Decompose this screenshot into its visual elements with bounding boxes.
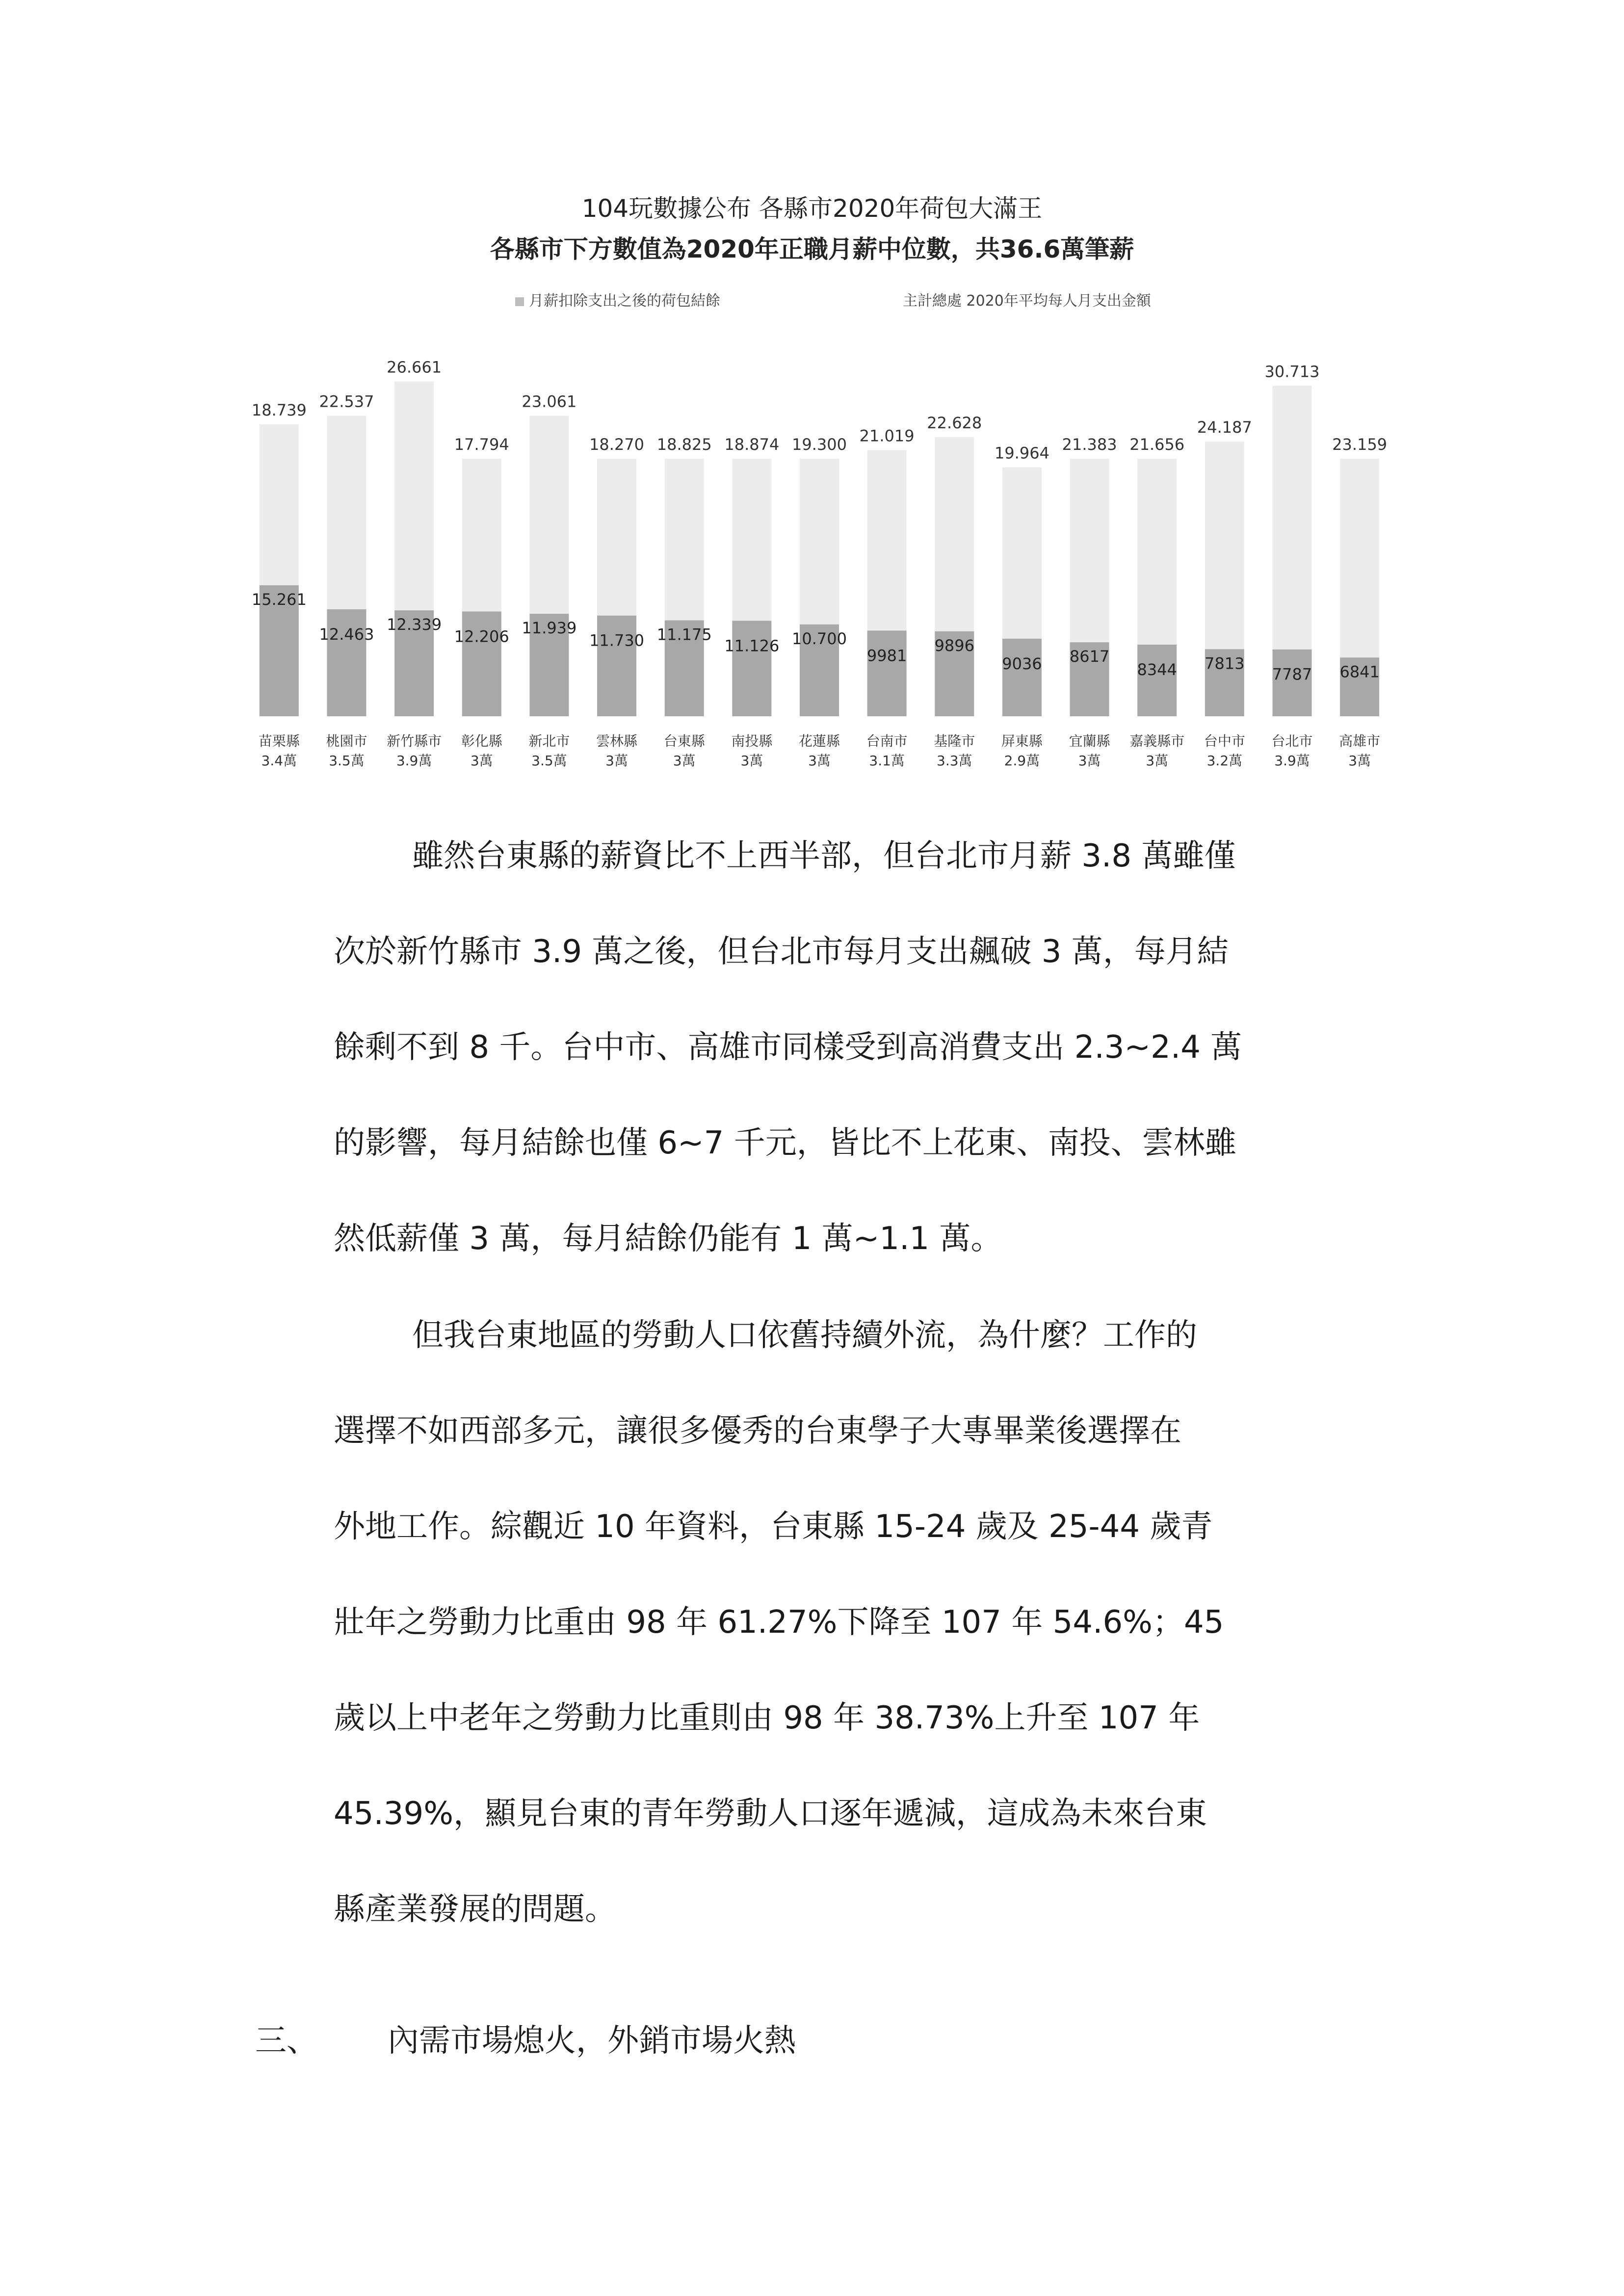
value-label-surplus: 12.206 <box>454 627 509 646</box>
salary-label: 3萬 <box>1146 753 1169 769</box>
value-label-surplus: 11.939 <box>522 619 577 638</box>
value-label-expense: 21.383 <box>1062 435 1117 454</box>
value-label-expense: 18.874 <box>724 435 780 454</box>
salary-label: 3萬 <box>1078 753 1101 769</box>
category-label: 雲林縣 <box>596 733 638 749</box>
value-label-surplus: 8617 <box>1069 647 1110 666</box>
value-label-expense: 22.628 <box>927 413 982 432</box>
legend-expense-label: 主計總處 2020年平均每人月支出金額 <box>903 292 1151 310</box>
bar-surplus <box>1002 639 1042 716</box>
value-label-expense: 19.300 <box>792 435 847 454</box>
value-label-expense: 21.019 <box>859 426 915 445</box>
category-label: 新竹縣市 <box>387 733 442 749</box>
paragraph-2-line: 外地工作。綜觀近 10 年資料，台東縣 15-24 歲及 25-44 歲青 <box>334 1509 1213 1545</box>
salary-label: 3萬 <box>808 753 831 769</box>
paragraph-2 <box>334 1288 1393 1957</box>
value-label-expense: 18.739 <box>251 401 307 419</box>
value-label-surplus: 12.463 <box>319 625 374 644</box>
value-label-expense: 17.794 <box>454 435 509 454</box>
value-label-surplus: 11.126 <box>724 636 780 655</box>
salary-label: 3.9萬 <box>396 753 432 769</box>
bar-expense <box>1205 442 1244 649</box>
salary-label: 3萬 <box>470 753 493 769</box>
salary-label: 3.3萬 <box>937 753 972 769</box>
value-label-expense: 18.825 <box>656 435 712 454</box>
bar-expense <box>462 459 501 611</box>
category-label: 高雄市 <box>1339 733 1381 749</box>
paragraph-2-line: 45.39%，顯見台東的青年勞動人口逐年遞減，這成為未來台東 <box>334 1796 1207 1832</box>
legend-expense <box>903 288 1151 310</box>
bar-surplus <box>732 621 771 716</box>
section-number: 三、 <box>255 2023 318 2059</box>
category-label: 屏東縣 <box>1001 733 1043 749</box>
value-label-surplus: 10.700 <box>792 629 847 648</box>
salary-label: 3.5萬 <box>329 753 365 769</box>
bar-expense <box>394 382 434 611</box>
salary-label: 3萬 <box>605 753 628 769</box>
bar-expense <box>1002 468 1042 639</box>
paragraph-1-line: 餘剩不到 8 千。台中市、高雄市同樣受到高消費支出 2.3~2.4 萬 <box>334 1029 1242 1066</box>
paragraph-2-line: 但我台東地區的勞動人口依舊持續外流，為什麼？工作的 <box>412 1317 1197 1354</box>
bar-expense <box>800 459 839 625</box>
category-label: 宜蘭縣 <box>1069 733 1110 749</box>
bar-expense <box>867 450 907 631</box>
salary-label: 3.5萬 <box>531 753 567 769</box>
bar-expense <box>327 416 366 609</box>
paragraph-1 <box>334 809 1393 1287</box>
value-label-surplus: 12.339 <box>387 615 442 634</box>
value-label-expense: 21.656 <box>1129 435 1185 454</box>
bar-expense <box>529 416 569 614</box>
category-label: 台中市 <box>1204 733 1245 749</box>
chart-subtitle: 各縣市下方數值為2020年正職月薪中位數，共36.6萬筆薪 <box>490 235 1134 263</box>
category-label: 台東縣 <box>663 733 705 749</box>
value-label-expense: 18.270 <box>589 435 645 454</box>
paragraph-2-line: 縣產業發展的問題。 <box>334 1891 616 1928</box>
value-label-surplus: 9036 <box>1002 654 1042 673</box>
value-label-expense: 26.661 <box>387 358 442 377</box>
category-label: 新北市 <box>528 733 570 749</box>
value-label-surplus: 7787 <box>1272 665 1312 684</box>
bar-expense <box>1340 459 1379 657</box>
salary-label: 3.4萬 <box>261 753 297 769</box>
value-label-surplus: 9981 <box>866 646 907 665</box>
section-title: 內需市場熄火，外銷市場火熱 <box>388 2023 796 2059</box>
value-label-surplus: 7813 <box>1205 654 1245 673</box>
value-label-surplus: 11.175 <box>656 625 712 644</box>
value-label-surplus: 15.261 <box>251 590 307 609</box>
category-label: 基隆市 <box>934 733 975 749</box>
bar-expense <box>597 459 636 616</box>
legend-surplus <box>515 288 720 310</box>
salary-label: 3.9萬 <box>1274 753 1310 769</box>
bar-expense <box>260 424 299 585</box>
bar-expense <box>1137 459 1177 645</box>
category-label: 嘉義縣市 <box>1129 733 1185 749</box>
category-label: 彰化縣 <box>461 733 502 749</box>
bar-expense <box>665 459 704 620</box>
legend-surplus-swatch <box>515 297 524 306</box>
value-label-surplus: 11.730 <box>589 631 645 650</box>
paragraph-1-line: 次於新竹縣市 3.9 萬之後，但台北市每月支出飆破 3 萬，每月結 <box>334 934 1229 970</box>
paragraph-2-line: 歲以上中老年之勞動力比重則由 98 年 38.73%上升至 107 年 <box>334 1700 1200 1736</box>
section-heading <box>255 2015 796 2061</box>
bar-surplus <box>597 616 636 716</box>
paragraph-1-line: 的影響，每月結餘也僅 6~7 千元，皆比不上花東、南投、雲林雖 <box>334 1125 1236 1161</box>
value-label-expense: 24.187 <box>1197 418 1252 437</box>
value-label-expense: 19.964 <box>994 444 1049 463</box>
bar-surplus <box>1137 645 1177 716</box>
salary-label: 3萬 <box>1348 753 1371 769</box>
bar-expense <box>935 437 974 631</box>
category-label: 苗栗縣 <box>258 733 300 749</box>
value-label-expense: 30.713 <box>1264 362 1320 381</box>
category-label: 南投縣 <box>731 733 773 749</box>
category-label: 花蓮縣 <box>798 733 840 749</box>
paragraph-2-line: 壯年之勞動力比重由 98 年 61.27%下降至 107 年 54.6%；45 <box>334 1604 1224 1641</box>
paragraph-2-line: 選擇不如西部多元，讓很多優秀的台東學子大專畢業後選擇在 <box>334 1413 1181 1449</box>
paragraph-1-line: 然低薪僅 3 萬，每月結餘仍能有 1 萬~1.1 萬。 <box>334 1221 1002 1257</box>
bar-expense <box>1273 386 1312 649</box>
salary-label: 3萬 <box>740 753 763 769</box>
value-label-expense: 22.537 <box>319 392 374 411</box>
bar-chart <box>231 343 1408 809</box>
chart-title: 104玩數據公布 各縣市2020年荷包大滿王 <box>581 194 1043 223</box>
salary-label: 2.9萬 <box>1004 753 1040 769</box>
legend-surplus-label: 月薪扣除支出之後的荷包結餘 <box>529 292 720 310</box>
bar-surplus <box>867 630 907 716</box>
category-label: 桃園市 <box>326 733 367 749</box>
salary-label: 3萬 <box>673 753 696 769</box>
salary-label: 3.1萬 <box>869 753 905 769</box>
category-label: 台南市 <box>866 733 908 749</box>
bar-expense <box>732 459 771 621</box>
bar-expense <box>1070 459 1109 642</box>
value-label-expense: 23.159 <box>1332 435 1388 454</box>
value-label-expense: 23.061 <box>522 392 577 411</box>
category-label: 台北市 <box>1271 733 1313 749</box>
value-label-surplus: 9896 <box>934 636 975 655</box>
salary-label: 3.2萬 <box>1206 753 1243 769</box>
paragraph-1-line: 雖然台東縣的薪資比不上西半部，但台北市月薪 3.8 萬雖僅 <box>412 838 1236 874</box>
value-label-surplus: 8344 <box>1137 660 1177 679</box>
value-label-surplus: 6841 <box>1339 662 1380 681</box>
